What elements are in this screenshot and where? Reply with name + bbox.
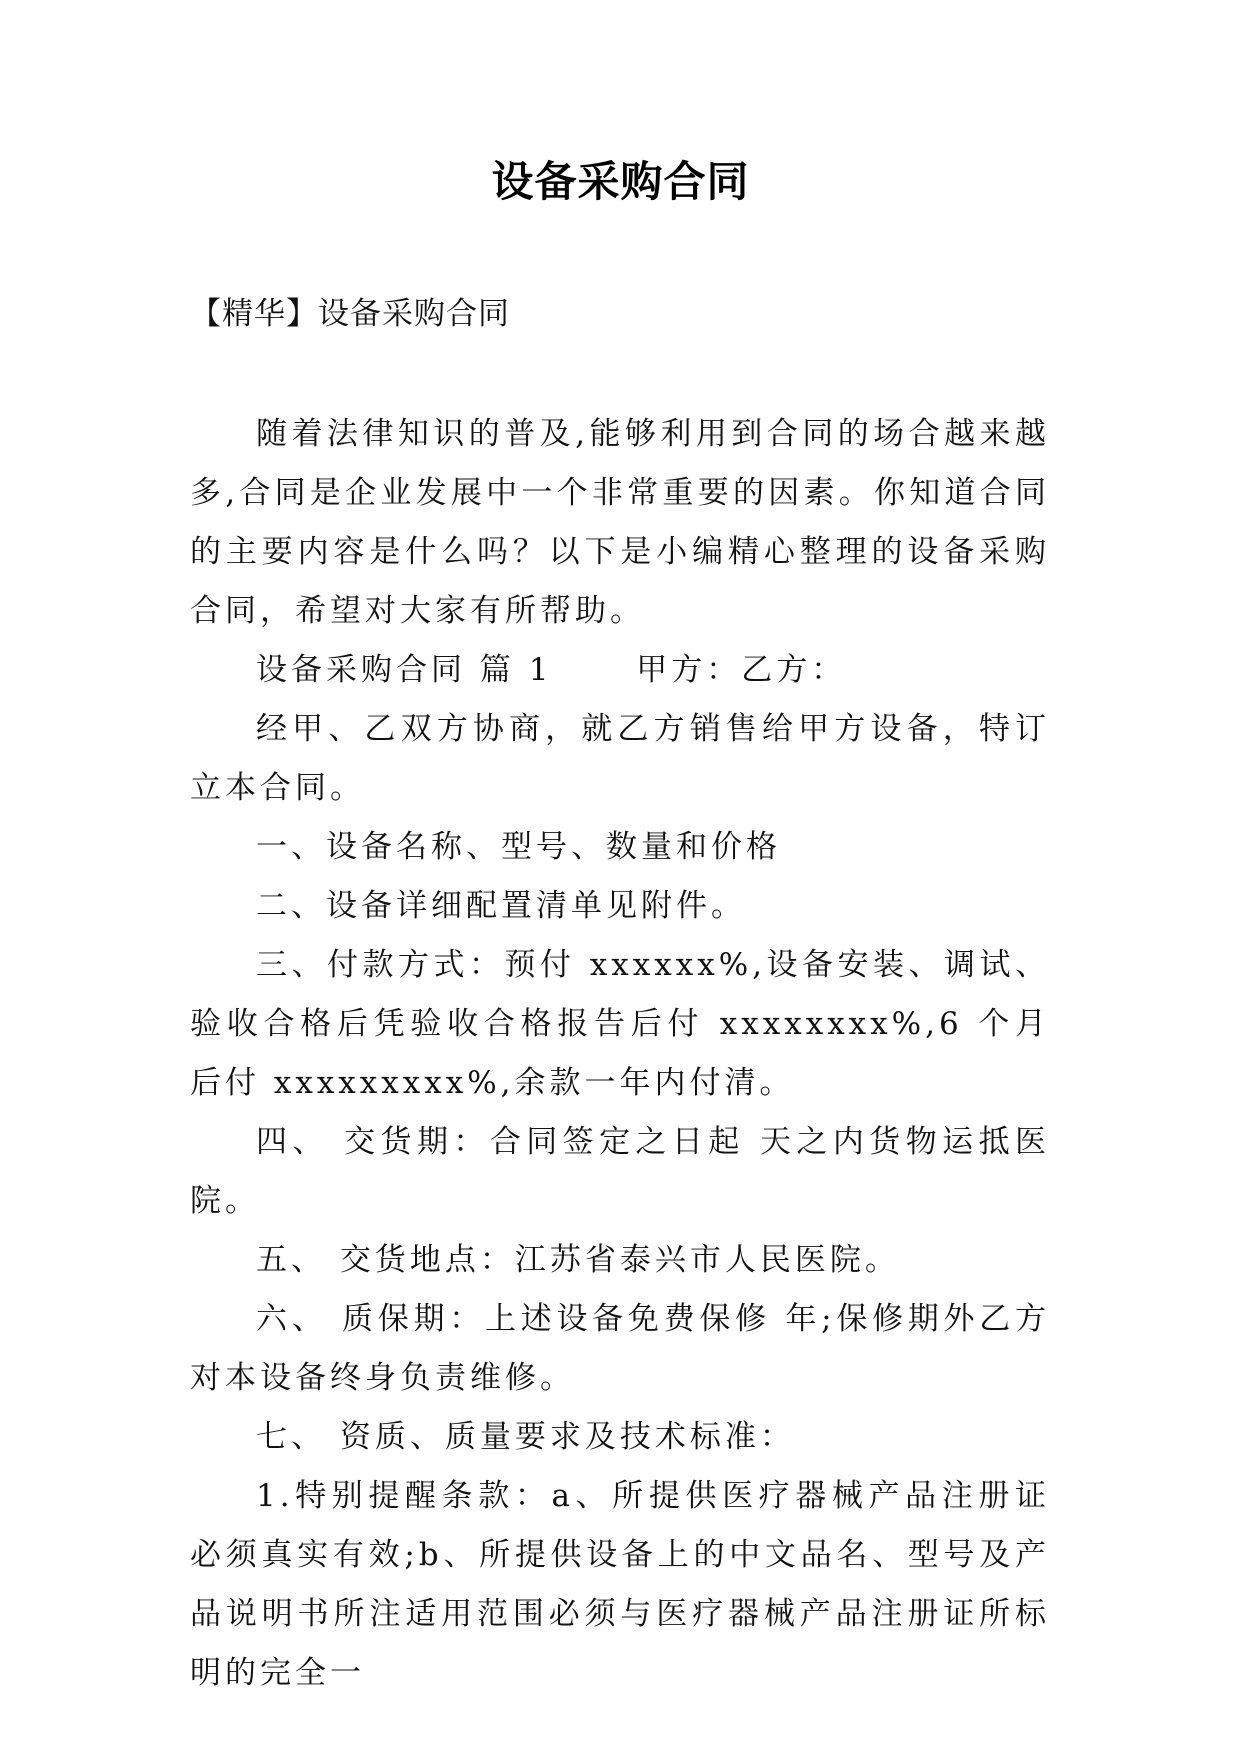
intro-paragraph: 随着法律知识的普及,能够利用到合同的场合越来越多,合同是企业发展中一个非常重要的因素。你知道合同的主要内容是什么吗？以下是小编精心整理的设备采购合同，希望对大家有所帮助。: [190, 416, 1050, 629]
clause-3-payment: 三、付款方式：预付 xxxxxx%,设备安装、调试、验收合格后凭验收合格报告后付 xxxxxxxx%,6 个月后付 xxxxxxxxx%,余款一年内付清。: [190, 947, 1050, 1101]
clause-1: 一、设备名称、型号、数量和价格: [256, 829, 781, 865]
clause-2: 二、设备详细配置清单见附件。: [256, 888, 746, 924]
clause-5-delivery-location: 五、 交货地点：江苏省泰兴市人民医院。: [256, 1242, 900, 1278]
clause-4-delivery-period: 四、 交货期：合同签定之日起 天之内货物运抵医院。: [190, 1124, 1050, 1219]
document-body: [190, 405, 1050, 1703]
contract-heading-line: 设备采购合同 篇 1 甲方：乙方：: [256, 652, 847, 688]
agreement-paragraph: 经甲、乙双方协商，就乙方销售给甲方设备，特订立本合同。: [190, 711, 1050, 806]
clause-6-warranty: 六、 质保期：上述设备免费保修 年;保修期外乙方对本设备终身负责维修。: [190, 1301, 1050, 1396]
clause-7-1-special-terms: 1.特别提醒条款：a、所提供医疗器械产品注册证必须真实有效;b、所提供设备上的中文品名、型号及产品说明书所注适用范围必须与医疗器械产品注册证所标明的完全一: [190, 1478, 1050, 1691]
document-subtitle: 【精华】设备采购合同: [190, 296, 510, 332]
document-title: 设备采购合同: [491, 157, 750, 206]
clause-7-standards: 七、 资质、质量要求及技术标准：: [256, 1419, 795, 1455]
